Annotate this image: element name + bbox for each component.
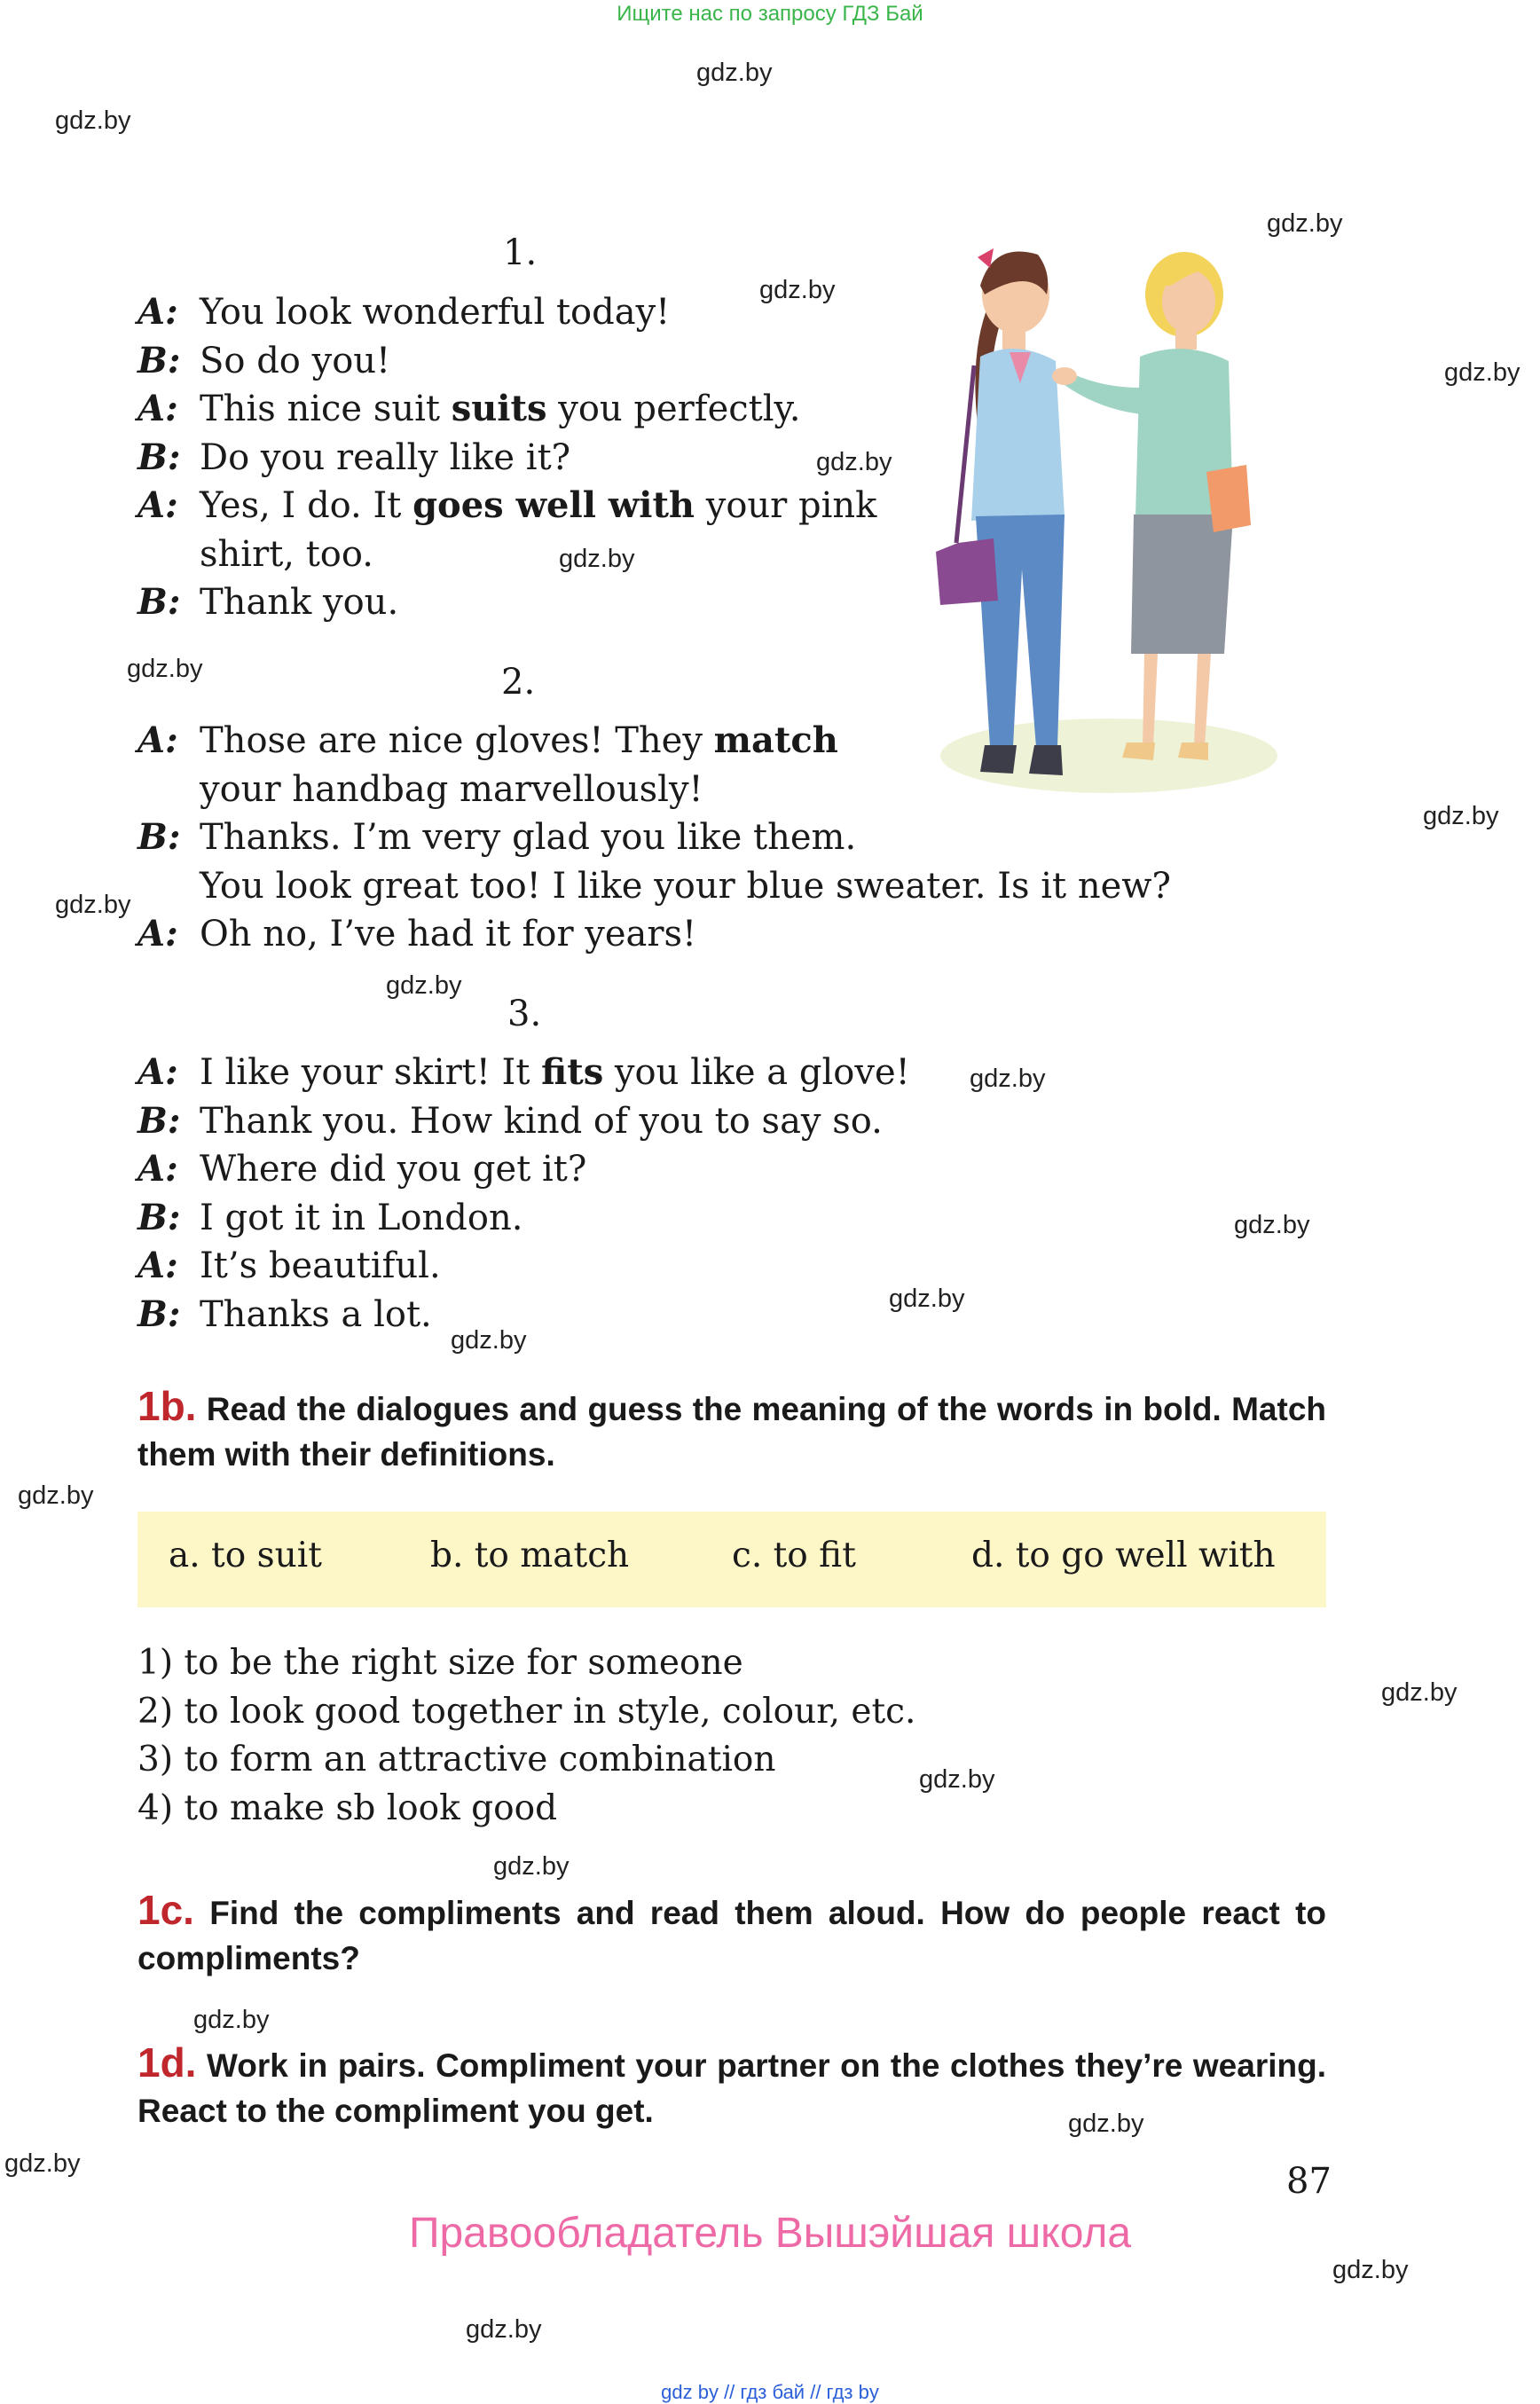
dialogue-line	[138, 910, 1171, 959]
watermark: gdz.by	[919, 1765, 995, 1794]
dialogue-line	[138, 1291, 910, 1339]
watermark: gdz.by	[466, 2315, 542, 2344]
watermark: gdz.by	[816, 448, 892, 476]
dialogue-text: It’s beautiful.	[200, 1245, 441, 1286]
watermark: gdz.by	[1267, 209, 1343, 238]
watermark: gdz.by	[493, 1852, 570, 1881]
task-1b	[138, 1384, 1326, 1477]
watermark: gdz.by	[1068, 2109, 1144, 2138]
watermark: gdz.by	[1234, 1211, 1310, 1239]
speaker-label: B:	[138, 1196, 181, 1238]
dialogue-text: Thanks a lot.	[200, 1293, 432, 1335]
task-number: 1c.	[138, 1887, 194, 1933]
dialogue-text: your pink	[695, 485, 877, 526]
task-text: Work in pairs. Compliment your partner on the clothes they’re wearing. React to the compliment you get.	[138, 2047, 1326, 2129]
watermark: gdz.by	[55, 891, 131, 919]
dialogue-text: You look great too! I like your blue sweater. Is it new?	[200, 865, 1171, 907]
dialogue-text: So do you!	[200, 340, 391, 381]
watermark: gdz.by	[1423, 802, 1499, 830]
dialogue-line	[138, 1049, 910, 1097]
dialogue-text: Where did you get it?	[200, 1149, 587, 1190]
copyright-holder: Правообладатель Вышэйшая школа	[408, 2210, 1132, 2257]
speaker-label: A:	[138, 719, 178, 761]
dialogue-number: 1.	[503, 232, 538, 273]
watermark: gdz.by	[970, 1065, 1046, 1093]
dialogue-line	[138, 1242, 910, 1291]
dialogue-text: Those are nice gloves! They	[200, 720, 714, 761]
dialogue-text: You look wonderful today!	[200, 292, 671, 333]
dialogue-line	[138, 337, 876, 386]
watermark: gdz.by	[386, 971, 462, 1000]
watermark: gdz.by	[1444, 358, 1520, 387]
dialogue-line	[138, 813, 1171, 862]
meanings-list	[138, 1639, 915, 1833]
task-text: Read the dialogues and guess the meaning of the words in bold. Match them with their definitions.	[138, 1391, 1327, 1473]
speaker-label: B:	[138, 581, 181, 623]
dialogue-3	[138, 1049, 910, 1339]
footer-links[interactable]: gdz by // гдз бай // гдз by	[661, 2381, 879, 2403]
dialogue-line	[138, 1194, 910, 1243]
speaker-label: A:	[138, 913, 178, 955]
dialogue-text: your handbag marvellously!	[200, 768, 703, 810]
meaning-item: 4) to make sb look good	[138, 1787, 558, 1828]
watermark: gdz.by	[696, 59, 773, 87]
bold-keyword: fits	[541, 1051, 604, 1093]
dialogue-text: shirt, too.	[200, 533, 373, 575]
bold-keyword: suits	[451, 388, 547, 429]
speaker-label: A:	[138, 1148, 178, 1190]
dialogue-text: Thank you.	[200, 582, 399, 623]
dialogue-number: 3.	[507, 994, 542, 1034]
definition-item: c. to fit	[732, 1536, 856, 1575]
dialogue-line	[138, 717, 1171, 766]
page-number: 87	[1286, 2161, 1332, 2202]
watermark: gdz.by	[759, 276, 836, 304]
definition-item: a. to suit	[169, 1536, 322, 1575]
dialogue-text: This nice suit	[200, 389, 452, 429]
dialogue-line	[138, 385, 876, 434]
dialogue-text: Thanks. I’m very glad you like them.	[200, 817, 857, 858]
dialogue-text: Oh no, I’ve had it for years!	[200, 914, 697, 955]
dialogue-1	[138, 288, 876, 627]
dialogue-line	[138, 1145, 910, 1194]
speaker-label: B:	[138, 816, 181, 858]
dialogue-line	[138, 862, 1171, 911]
dialogue-text: I like your skirt! It	[200, 1052, 542, 1093]
meaning-item: 1) to be the right size for someone	[138, 1643, 743, 1683]
dialogue-number: 2.	[501, 662, 536, 703]
dialogue-line	[138, 578, 876, 627]
dialogue-text: I got it in London.	[200, 1197, 523, 1238]
speaker-label: A:	[138, 291, 178, 333]
dialogue-text: you perfectly.	[546, 389, 801, 429]
dialogue-line	[138, 766, 1171, 814]
dialogue-text: Thank you. How kind of you to say so.	[200, 1100, 883, 1142]
bold-keyword: match	[713, 719, 838, 761]
dialogue-text: Do you really like it?	[200, 436, 571, 478]
dialogue-line	[138, 288, 876, 337]
speaker-label: B:	[138, 436, 181, 478]
speaker-label: B:	[138, 339, 181, 381]
task-text: Find the compliments and read them aloud. How do people react to compliments?	[138, 1895, 1326, 1976]
dialogue-text: Yes, I do. It	[200, 485, 413, 526]
dialogue-text: you like a glove!	[603, 1052, 910, 1093]
speaker-label: A:	[138, 484, 178, 526]
top-note: Ищите нас по запросу ГДЗ Бай	[617, 2, 923, 26]
watermark: gdz.by	[127, 655, 203, 683]
meaning-item: 2) to look good together in style, colour, etc.	[138, 1691, 916, 1732]
definition-item: b. to match	[430, 1536, 630, 1575]
task-1d	[138, 2040, 1326, 2133]
task-number: 1d.	[138, 2039, 197, 2086]
watermark: gdz.by	[1332, 2256, 1409, 2284]
watermark: gdz.by	[1381, 1678, 1458, 1707]
dialogue-line	[138, 482, 876, 530]
task-number: 1b.	[138, 1383, 197, 1429]
task-1c	[138, 1888, 1326, 1981]
speaker-label: B:	[138, 1292, 181, 1335]
dialogue-line	[138, 1097, 910, 1146]
watermark: gdz.by	[451, 1326, 527, 1355]
watermark: gdz.by	[559, 545, 635, 573]
watermark: gdz.by	[18, 1481, 94, 1510]
speaker-label: A:	[138, 1245, 178, 1286]
speaker-label: A:	[138, 388, 178, 429]
dialogue-line	[138, 530, 876, 579]
dialogue-2	[138, 717, 1171, 959]
speaker-label: B:	[138, 1099, 181, 1142]
definitions-box	[138, 1512, 1326, 1607]
dialogue-line	[138, 434, 876, 483]
watermark: gdz.by	[193, 2006, 270, 2034]
definition-item: d. to go well with	[971, 1536, 1276, 1575]
bold-keyword: goes well with	[412, 484, 695, 526]
watermark: gdz.by	[889, 1284, 965, 1313]
watermark: gdz.by	[55, 106, 131, 135]
watermark: gdz.by	[4, 2149, 81, 2178]
meaning-item: 3) to form an attractive combination	[138, 1740, 776, 1779]
speaker-label: A:	[138, 1051, 178, 1093]
